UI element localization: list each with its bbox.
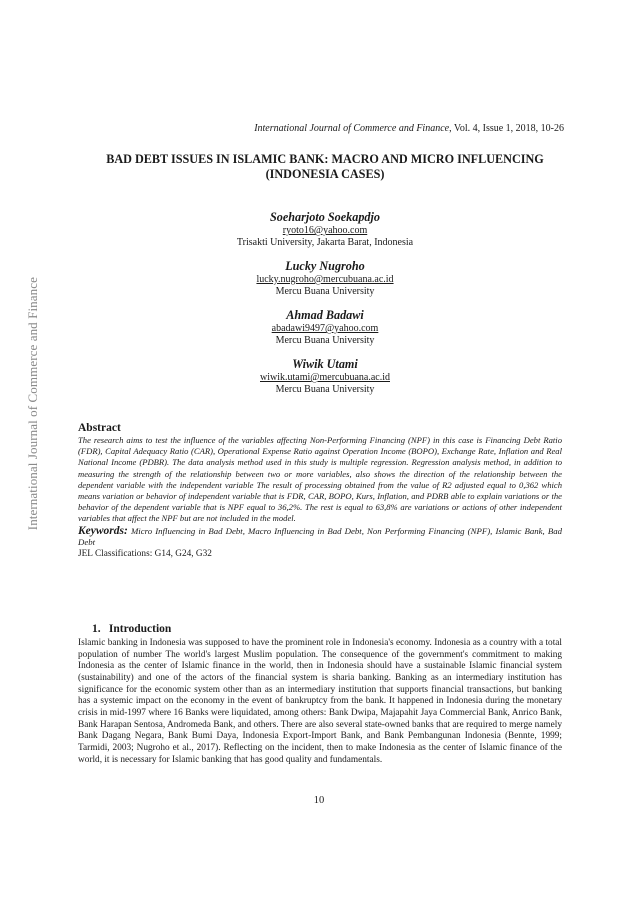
header-issue: , Vol. 4, Issue 1, 2018, 10-26 <box>449 123 564 134</box>
author-name: Ahmad Badawi <box>286 308 364 322</box>
sidebar-journal-label: International Journal of Commerce and Finance <box>25 276 40 530</box>
author-email-link[interactable]: wiwik.utami@mercubuana.ac.id <box>260 372 390 383</box>
section-title: Introduction <box>108 623 172 635</box>
introduction-section <box>78 622 562 766</box>
author-email-link[interactable]: ryoto16@yahoo.com <box>282 225 368 236</box>
abstract-section <box>78 421 562 560</box>
author-block <box>80 259 570 298</box>
title-line-2: (INDONESIA CASES) <box>265 167 385 181</box>
author-email-link[interactable]: abadawi9497@yahoo.com <box>271 323 379 334</box>
author-affiliation: Trisakti University, Jakarta Barat, Indonesia <box>236 237 414 248</box>
author-name: Lucky Nugroho <box>285 259 365 273</box>
author-block <box>80 357 570 396</box>
author-affiliation: Mercu Buana University <box>275 384 375 395</box>
abstract-text: The research aims to test the influence of the variables affecting Non-Performing Financing (NPF) in this case is Financing Debt Ratio (FDR), Capital Adequacy Ratio (CAR), Operational Expense Ratio against Operation Income (BOPO), Exchange Rate, Inflation and Real National Income (PDBR). The data analysis method used in this study is multiple regression. Regression analysis method, in addition to measuring the strength of the relationship between two or more variables, also shows the direction of the relationship between the dependent variable with the independent variable The result of processing obtained from the value of R2 adjusted equal to 0,362 which means variation or behavior of independent variable that is FDR, CAR, BOPO, Kurs, Inflation, and PDRB able to explain variations or the behavior of the dependent variable that is NPF equal to 36,2%. The rest is equal to 63,8% are variations or actions of other independent variables that affect the NPF but are not included in the model. <box>78 435 562 524</box>
paper-title <box>80 152 570 182</box>
keywords-text: Micro Influencing in Bad Debt, Macro Influencing in Bad Debt, Non Performing Financing (NPF), Islamic Bank, Bad Debt <box>78 525 562 547</box>
keywords-label: Keywords: <box>78 524 128 537</box>
introduction-paragraph: Islamic banking in Indonesia was supposed to have the prominent role in Indonesia's economy. Indonesia as a country with a total population of number The world's largest Muslim population. The consequence of the government's commitment to making Indonesia as the center of Islamic finance in the world, then in Indonesia should have a sustainable Islamic financial system (sustainability) and one of the actors of the financial system is sharia banking. Banking as an intermediary institution has significance for the economic system other than as an intermediary institution that supports financial transactions, but banking has a systemic impact on the economy in the event of bankruptcy from the bank. It happened in Indonesia during the monetary crisis in mid-1997 where 16 Banks were liquidated, among others: Bank Dwipa, Majapahit Jaya Commercial Bank, Anrico Bank, Bank Harapan Sentosa, Andromeda Bank, and others. There are also several state-owned banks that are required to merge namely Bank Dagang Negara, Bank Bumi Daya, Indonesia Export-Import Bank, and Bank Pembangunan Indonesia (Bennte, 1999; Tarmidi, 2003; Nugroho et al., 2017). Reflecting on the incident, then to make Indonesia as the center of Islamic finance of the world, it is necessary for Islamic banking that has good quality and fundamentals. <box>78 638 562 765</box>
title-line-1: BAD DEBT ISSUES IN ISLAMIC BANK: MACRO AND MICRO INFLUENCING <box>106 152 544 166</box>
sidebar-journal-name <box>22 60 44 530</box>
author-name: Wiwik Utami <box>292 357 358 371</box>
page-number: 10 <box>313 795 325 806</box>
author-name: Soeharjoto Soekapdjo <box>269 210 381 224</box>
header-journal: International Journal of Commerce and Finance <box>254 123 450 134</box>
author-email-link[interactable]: lucky.nugroho@mercubuana.ac.id <box>256 274 394 285</box>
author-list <box>80 210 570 406</box>
keywords-line <box>78 526 562 548</box>
jel-classifications: JEL Classifications: G14, G24, G32 <box>78 548 212 559</box>
running-header <box>254 123 564 134</box>
abstract-heading: Abstract <box>78 422 121 434</box>
section-number: 1. <box>92 623 101 635</box>
author-block <box>80 308 570 347</box>
author-block <box>80 210 570 249</box>
author-affiliation: Mercu Buana University <box>275 335 375 346</box>
author-affiliation: Mercu Buana University <box>275 286 375 297</box>
section-heading <box>92 622 562 636</box>
